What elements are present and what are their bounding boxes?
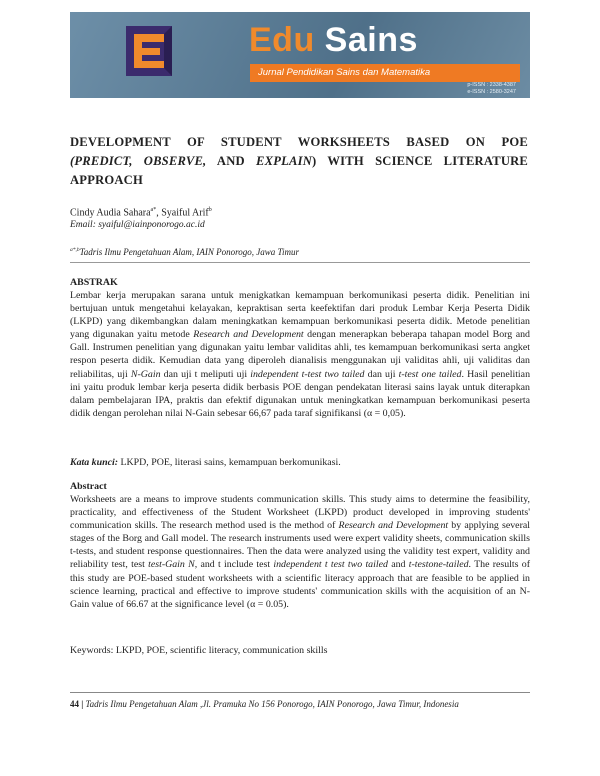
page-number: 44	[70, 699, 79, 709]
abstract-p3: and t include test	[197, 559, 274, 571]
issn-block	[467, 82, 516, 96]
author-1-sup: a*	[150, 207, 157, 213]
abstrak-p5: . Hasil penelitian ini yaitu produk lembar kerja peserta didik berbasis POE dengan pendekatan literasi sains layak untuk diterapkan dalam pembelajaran IPA, praktis dan efektif digunakan untuk meningkatkan kemampuan berkomunikasi peserta didik dengan perolehan nilai N-Gain sebesar 66,67 pada taraf signifikansi (α = 0,05).	[70, 368, 531, 419]
title-line-3: APPROACH	[70, 173, 143, 187]
abstrak-p4: dan uji	[364, 368, 399, 380]
abstrak-p2: dengan menerapkan beberapa tahapan model Borg and Gall. Instrumen penelitian yang digunakan yaitu lembar validitas ahli, tes kemampuan berkomunikasi serta angket respon peserta didik. Kemudian data yang diperoleh dianalisis menggunakan uji validitas ahli, uji validitas dan reliabilitas, uji	[70, 329, 530, 380]
author-1: Cindy Audia Sahara	[70, 207, 151, 219]
abstrak-p1: Lembar kerja merupakan sarana untuk menigkatkan kemampuan berkomunikasi peserta didik. Penelitian ini bertujuan untuk mengetahui kelayakan, kepraktisan serta keefektifan dari produk Lembar Kerja Peserta Didik (LKPD) yang dikembangkan dalam meningkatkan kemampuan berkomunikasi peserta didik. Metode penelitian yang digunakan yaitu metode	[70, 290, 530, 341]
title-mid: AND	[206, 154, 257, 168]
brand-edu: Edu	[249, 21, 315, 59]
affiliation-text: Tadris Ilmu Pengetahuan Alam, IAIN Ponorogo, Jawa Timur	[79, 247, 300, 257]
keywords-label: Keywords:	[70, 645, 114, 656]
abstrak-i1: Research and Development	[193, 329, 304, 341]
abstract-heading: Abstract	[70, 481, 107, 492]
footer-separator: |	[79, 699, 86, 709]
title-italic-2: EXPLAIN	[256, 154, 312, 168]
author-2: Syaiful Arif	[161, 207, 209, 219]
keywords	[70, 644, 530, 657]
abstract-i2: test-Gain N,	[148, 559, 198, 571]
kata-kunci-value: LKPD, POE, literasi sains, kemampuan berkomunikasi.	[118, 457, 341, 468]
abstract-body	[70, 493, 530, 611]
title-italic-1: (PREDICT, OBSERVE,	[70, 154, 207, 168]
paper-title	[70, 133, 528, 190]
footer-text: Tadris Ilmu Pengetahuan Alam ,Jl. Pramuka No 156 Ponorogo, IAIN Ponorogo, Jawa Timur, Indonesia	[85, 699, 459, 709]
title-line-1: DEVELOPMENT OF STUDENT WORKSHEETS BASED ON POE	[70, 135, 528, 149]
abstract-i4: t-testone-tailed	[408, 559, 469, 571]
abstract-p1: Worksheets are a means to improve students communication skills. This study aims to determine the feasibility, practicality, and effectiveness of the Student Worksheet (LKPD) product developed in improving students' communication skills. The research method used is the method of	[70, 494, 530, 532]
issn-print: p-ISSN : 2338-4387	[467, 82, 516, 88]
keywords-value: LKPD, POE, scientific literacy, communication skills	[113, 645, 328, 656]
author-2-sup: b	[208, 207, 212, 213]
brand-sains: Sains	[324, 21, 418, 59]
journal-subtitle: Jurnal Pendidikan Sains dan Matematika	[250, 64, 520, 82]
kata-kunci-label: Kata kunci:	[70, 457, 119, 468]
abstract-p2: by applying several stages of the Borg and Gall model. The research instruments used were expert validity sheets, communication skills t-tests, and student response questionnaires. Then the data were analyzed using the validity test expert, validity and reliability test, test	[70, 520, 530, 571]
issn-online: e-ISSN : 2580-3247	[467, 89, 516, 95]
page-footer	[70, 698, 459, 710]
affiliation-sup: a*,b	[70, 247, 80, 253]
journal-logo-icon	[118, 20, 180, 82]
author-line	[70, 204, 212, 219]
affiliation	[70, 244, 299, 259]
abstrak-i3: independent t-test two tailed	[250, 368, 365, 380]
title-line-2	[70, 152, 528, 171]
journal-banner	[70, 12, 530, 98]
abstract-p5: . The results of this study are POE-based student worksheets with a scientific literacy approach that are feasible to be applied in science learning, practical and effective to improve students' communication skills with the acquisition of an N-Gain value of 66.67 at the significance level (α = 0.05).	[70, 559, 531, 610]
abstrak-i2: N-Gain	[130, 368, 161, 380]
abstrak-body	[70, 289, 530, 420]
abstract-i3: independent t test two tailed	[273, 559, 388, 571]
abstract-p4: and	[387, 559, 409, 571]
abstrak-p3: dan uji t meliputi uji	[160, 368, 251, 380]
journal-brand	[249, 22, 418, 58]
author-sep: ,	[156, 207, 162, 219]
title-rest: ) WITH SCIENCE LITERATURE	[312, 154, 529, 168]
kata-kunci	[70, 456, 530, 469]
abstract-i1: Research and Development	[338, 520, 449, 532]
author-email: Email: syaiful@iainponorogo.ac.id	[70, 220, 205, 230]
abstrak-i4: t-test one tailed	[398, 368, 462, 380]
divider-line	[70, 262, 530, 263]
abstrak-heading: ABSTRAK	[70, 277, 118, 288]
footer-divider	[70, 692, 530, 693]
